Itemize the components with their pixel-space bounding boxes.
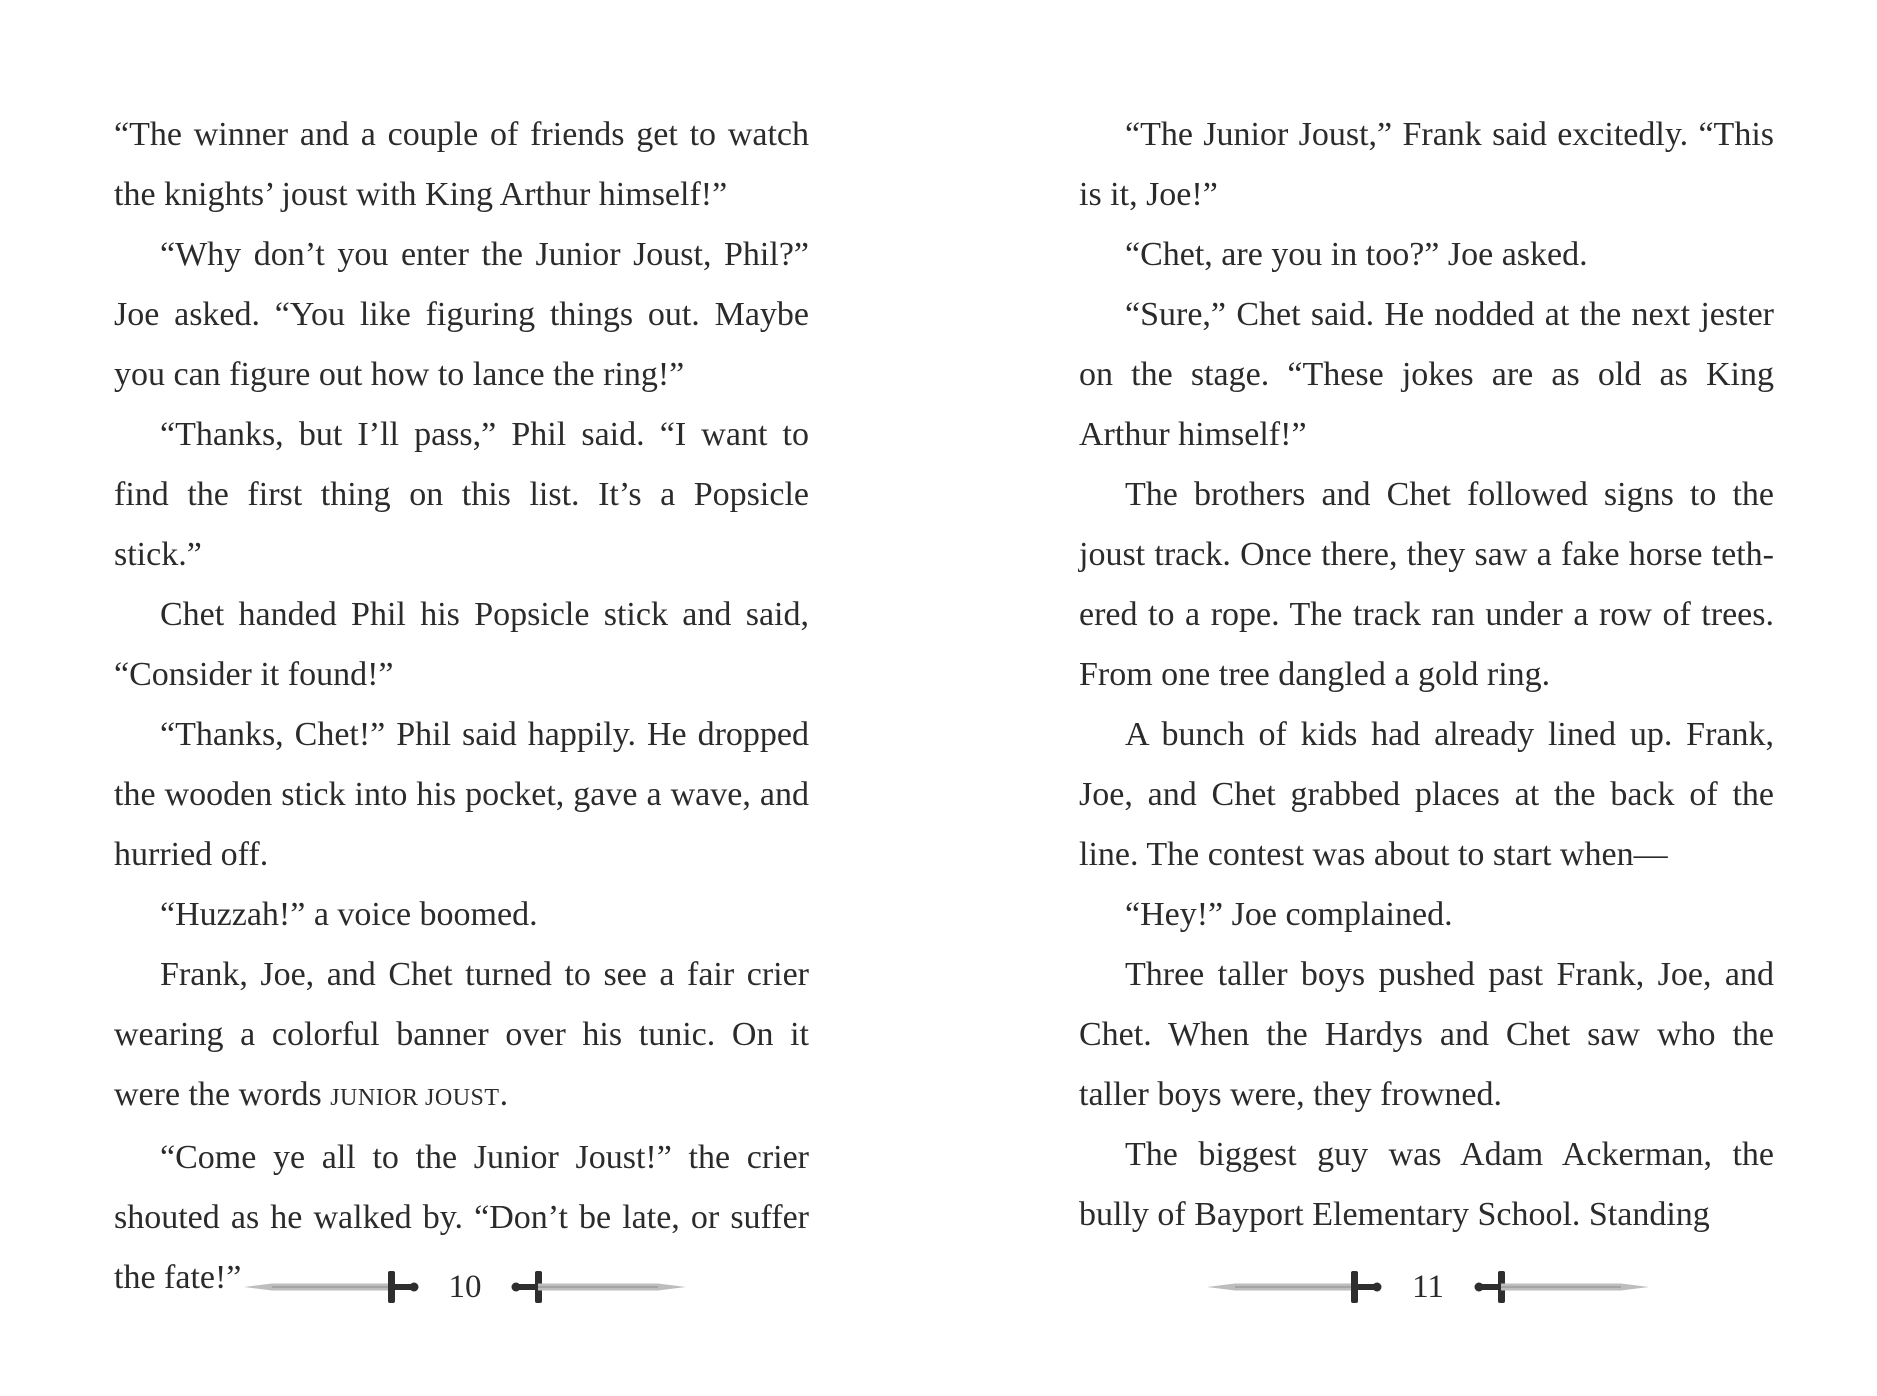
sword-pointing-right-icon (1471, 1265, 1651, 1309)
paragraph: The biggest guy was Adam Ackerman, the bully of Bayport Elementary School. Standing (1079, 1136, 1774, 1233)
sword-pointing-left-icon (1205, 1265, 1385, 1309)
sword-pointing-right-icon (508, 1265, 688, 1309)
paragraph: A bunch of kids had already lined up. Frank, Joe, and Chet grabbed places at the back of the line. The contest was about to start when— (1079, 716, 1774, 873)
paragraph: “The Junior Joust,” Frank said excitedly. “This is it, Joe!” (1079, 116, 1774, 213)
paragraph: Chet handed Phil his Popsicle stick and said, “Consider it found!” (114, 596, 809, 693)
left-page (0, 0, 938, 1396)
sword-pointing-left-icon (242, 1265, 422, 1309)
paragraph: “Thanks, but I’ll pass,” Phil said. “I want to find the first thing on this list. It’s a Popsicle stick.” (114, 416, 809, 573)
page-number: 11 (1412, 1268, 1444, 1305)
paragraph: “Chet, are you in too?” Joe asked. (1125, 236, 1588, 273)
paragraph: “Why don’t you enter the Junior Joust, Phil?” Joe asked. “You like figuring things out. Maybe you can figure out how to lance the ring!” (114, 236, 809, 393)
paragraph: “Thanks, Chet!” Phil said happily. He dropped the wooden stick into his pocket, gave a wave, and hurried off. (114, 716, 809, 873)
small-caps-title: JUNIOR JOUST (330, 1085, 500, 1111)
page-footer (240, 1265, 690, 1309)
paragraph: Three taller boys pushed past Frank, Joe, and Chet. When the Hardys and Chet saw who the taller boys were, they frowned. (1079, 956, 1774, 1113)
paragraph: “Hey!” Joe complained. (1125, 896, 1453, 933)
paragraph: “Sure,” Chet said. He nodded at the next jester on the stage. “These jokes are as old as King Arthur himself!” (1079, 296, 1774, 453)
paragraph (114, 945, 809, 1128)
right-page (938, 0, 1876, 1396)
paragraph: “Huzzah!” a voice boomed. (160, 896, 538, 933)
page-footer (1203, 1265, 1653, 1309)
paragraph: “The winner and a couple of friends get to watch the knights’ joust with King Arthur himself!” (114, 116, 809, 213)
right-page-text (1079, 105, 1774, 1245)
left-page-text (114, 105, 809, 1308)
paragraph: The brothers and Chet followed signs to the joust track. Once there, they saw a fake horse tethered to a rope. The track ran under a row of trees. From one tree dangled a gold ring. (1079, 476, 1774, 693)
page-number: 10 (448, 1268, 482, 1305)
paragraph-text: . (499, 1076, 509, 1113)
paragraph: “Come ye all to the Junior Joust!” the crier shouted as he walked by. “Don’t be late, or suffer the fate!” (114, 1139, 809, 1296)
paragraph-text: Frank, Joe, and Chet turned to see a fair crier wearing a colorful banner over his tunic. On it were the words (114, 956, 809, 1113)
